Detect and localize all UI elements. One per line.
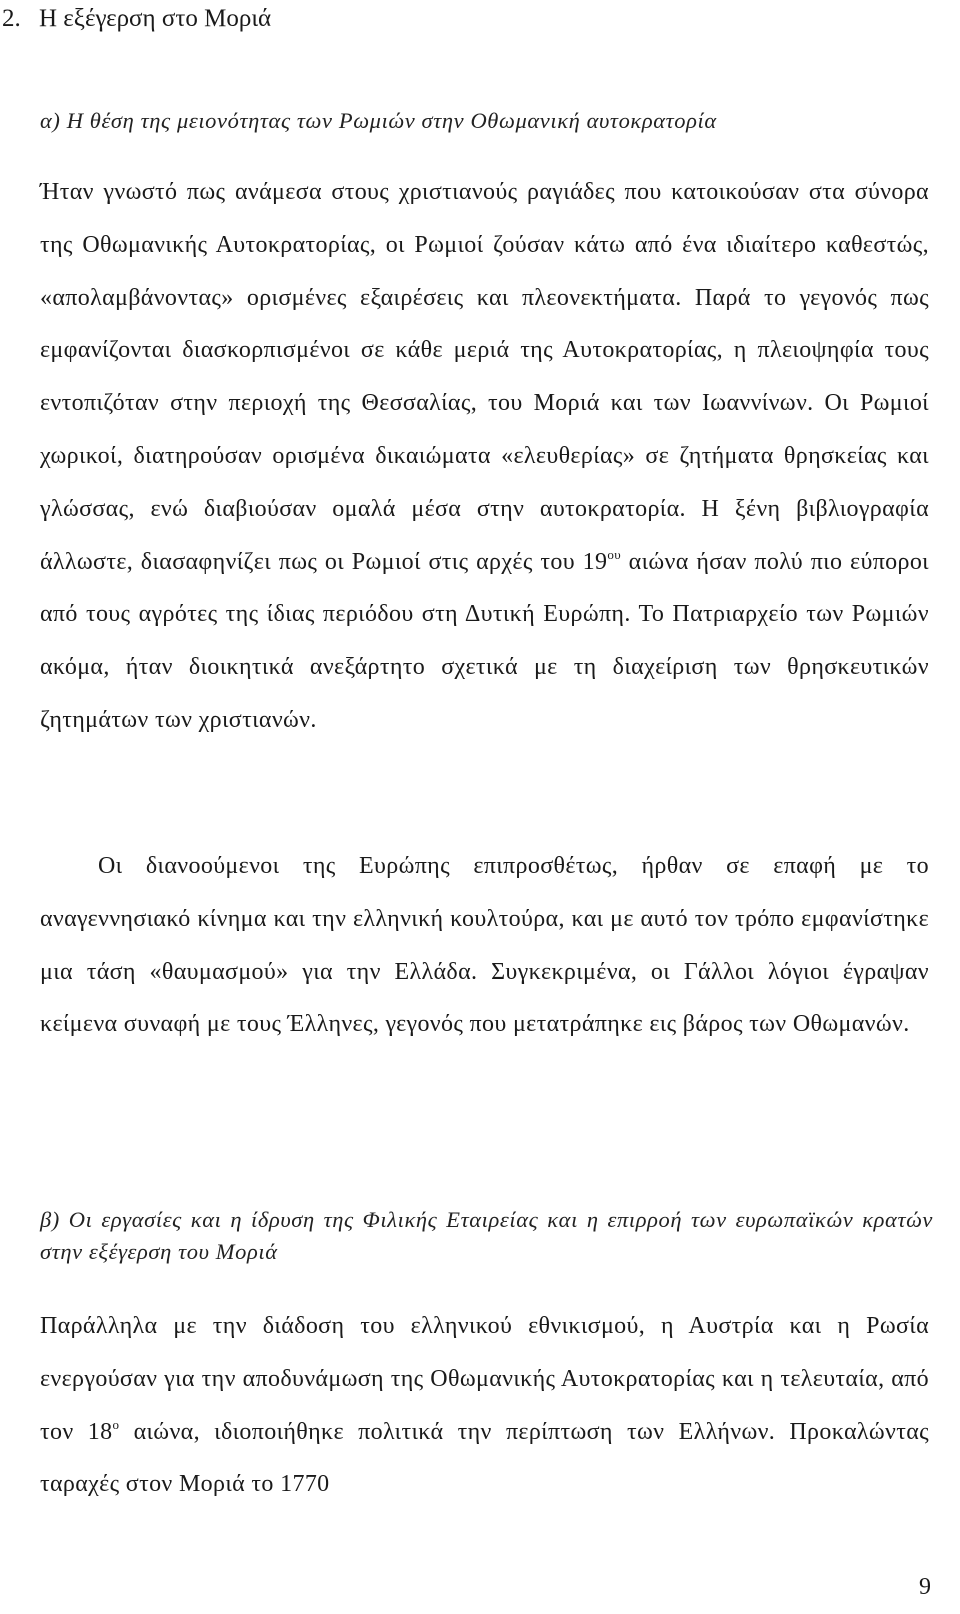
paragraph-a2: Οι διανοούμενοι της Ευρώπης επιπροσθέτως, ήρθαν σε επαφή με το αναγεννησιακό κίνημα και την ελληνική κουλτούρα, και με αυτό τον τρόπο εμφανίστηκε μια τάση «θαυμασμού» για την Ελλάδα. Συγκεκριμένα, οι Γάλλοι λόγιοι έγραψαν κείμενα συναφή με τους Έλληνες, γεγονός που μετατράπηκε εις βάρος των Οθωμανών. <box>40 853 929 1038</box>
paragraph-a1 <box>40 166 929 747</box>
ordinal-superscript: ου <box>607 546 621 562</box>
paragraph-a1-text-start: Ήταν γνωστό πως ανάμεσα στους χριστιανούς ραγιάδες που κατοικούσαν στα σύνορα της Οθωμανικής Αυτοκρατορίας, οι Ρωμιοί ζούσαν κάτω από ένα ιδιαίτερο καθεστώς, «απολαμβάνοντας» ορισμένες εξαιρέσεις και πλεονεκτήματα. Παρά το γεγονός πως εμφανίζονται διασκορπισμένοι σε κάθε μεριά της Αυτοκρατορίας, η πλειοψηφία τους εντοπιζόταν στην περιοχή της Θεσσαλίας, του Μοριά και των Ιωαννίνων. Οι Ρωμιοί χωρικοί, διατηρούσαν ορισμένα δικαιώματα «ελευθερίας» σε ζητήματα θρησκείας και γλώσσας, ενώ διαβιούσαν ομαλά μέσα στην αυτοκρατορία. Η ξένη βιβλιογραφία άλλωστε, διασαφηνίζει πως οι Ρωμιοί στις αρχές του 19 <box>40 179 929 575</box>
ordinal-superscript: ο <box>112 1416 120 1432</box>
paragraph-b1-text-start: Παράλληλα με την διάδοση του ελληνικού εθνικισμού, η Αυστρία και η Ρωσία ενεργούσαν για την αποδυνάμωση της Οθωμανικής Αυτοκρατορίας και η τελευταία, από τον 18 <box>40 1313 929 1445</box>
subsection-b-heading: β) Οι εργασίες και η ίδρυση της Φιλικής Εταιρείας και η επιρροή των ευρωπαϊκών κρατών στην εξέγερση του Μοριά <box>40 1207 933 1264</box>
paragraph-b1 <box>40 1300 929 1511</box>
section-number: 2. <box>2 5 21 32</box>
paragraph-a1-text-end: αιώνα ήσαν πολύ πιο εύποροι από τους αγρότες της ίδιας περιόδου στη Δυτική Ευρώπη. Το Πατριαρχείο των Ρωμιών ακόμα, ήταν διοικητικά ανεξάρτητο σχετικά με τη διαχείριση των θρησκευτικών ζητημάτων των χριστιανών. <box>40 548 929 733</box>
paragraph-b1-text-end: αιώνα, ιδιοποιήθηκε πολιτικά την περίπτωση των Ελλήνων. Προκαλώντας ταραχές στον Μοριά το 1770 <box>40 1418 929 1498</box>
page-number: 9 <box>919 1574 931 1600</box>
section-title: Η εξέγερση στο Μοριά <box>39 5 272 32</box>
subsection-a-heading: α) Η θέση της μειονότητας των Ρωμιών στην Οθωμανική αυτοκρατορία <box>40 108 717 133</box>
section-heading <box>2 4 271 34</box>
